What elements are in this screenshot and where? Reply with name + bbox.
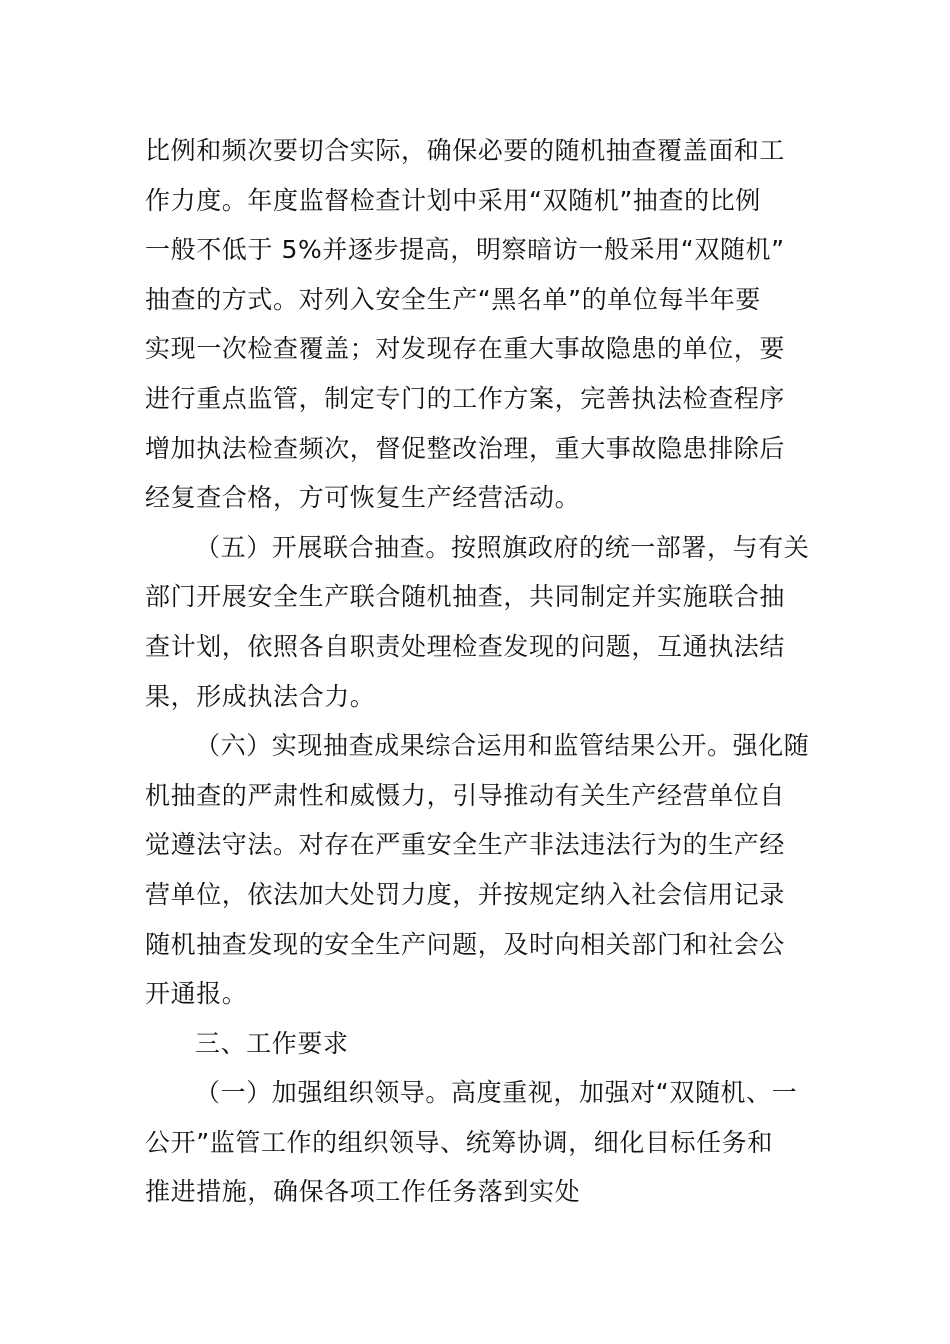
- text-line: 增加执法检查频次，督促整改治理，重大事故隐患排除后: [145, 433, 786, 463]
- text-line: 随机抽查发现的安全生产问题，及时向相关部门和社会公: [145, 929, 786, 959]
- text-line: 实现一次检查覆盖；对发现存在重大事故隐患的单位，要: [145, 334, 786, 364]
- text-line: 比例和频次要切合实际，确保必要的随机抽查覆盖面和工: [145, 136, 786, 165]
- text-line: 营单位，依法加大处罚力度，并按规定纳入社会信用记录: [145, 879, 786, 909]
- text-line: （五）开展联合抽查。按照旗政府的统一部署，与有关: [195, 532, 810, 562]
- text-line: 经复查合格，方可恢复生产经营活动。: [145, 483, 581, 513]
- text-line: 果，形成执法合力。: [145, 681, 376, 711]
- document-body: [145, 126, 815, 1217]
- text-line: 作力度。年度监督检查计划中采用“双随机”抽查的比例: [145, 185, 761, 215]
- text-line: 进行重点监管，制定专门的工作方案，完善执法检查程序: [145, 383, 786, 413]
- text-line: （一）加强组织领导。高度重视，加强对“双随机、一: [195, 1078, 798, 1108]
- text-line: 觉遵法守法。对存在严重安全生产非法违法行为的生产经: [145, 830, 786, 860]
- text-line: 机抽查的严肃性和威慑力，引导推动有关生产经营单位自: [145, 780, 786, 810]
- text-line: 一般不低于 5%并逐步提高，明察暗访一般采用“双随机”: [145, 235, 785, 265]
- text-line: 部门开展安全生产联合随机抽查，共同制定并实施联合抽: [145, 582, 786, 612]
- text-line: 公开”监管工作的组织领导、统筹协调，细化目标任务和: [145, 1127, 773, 1157]
- text-line: （六）实现抽查成果综合运用和监管结果公开。强化随: [195, 731, 810, 761]
- text-line: 推进措施，确保各项工作任务落到实处: [145, 1177, 581, 1207]
- text-line: 抽查的方式。对列入安全生产“黑名单”的单位每半年要: [145, 284, 761, 314]
- text-line: 查计划，依照各自职责处理检查发现的问题，互通执法结: [145, 631, 786, 661]
- text-line: 开通报。: [145, 979, 248, 1009]
- text-line: 三、工作要求: [195, 1028, 349, 1058]
